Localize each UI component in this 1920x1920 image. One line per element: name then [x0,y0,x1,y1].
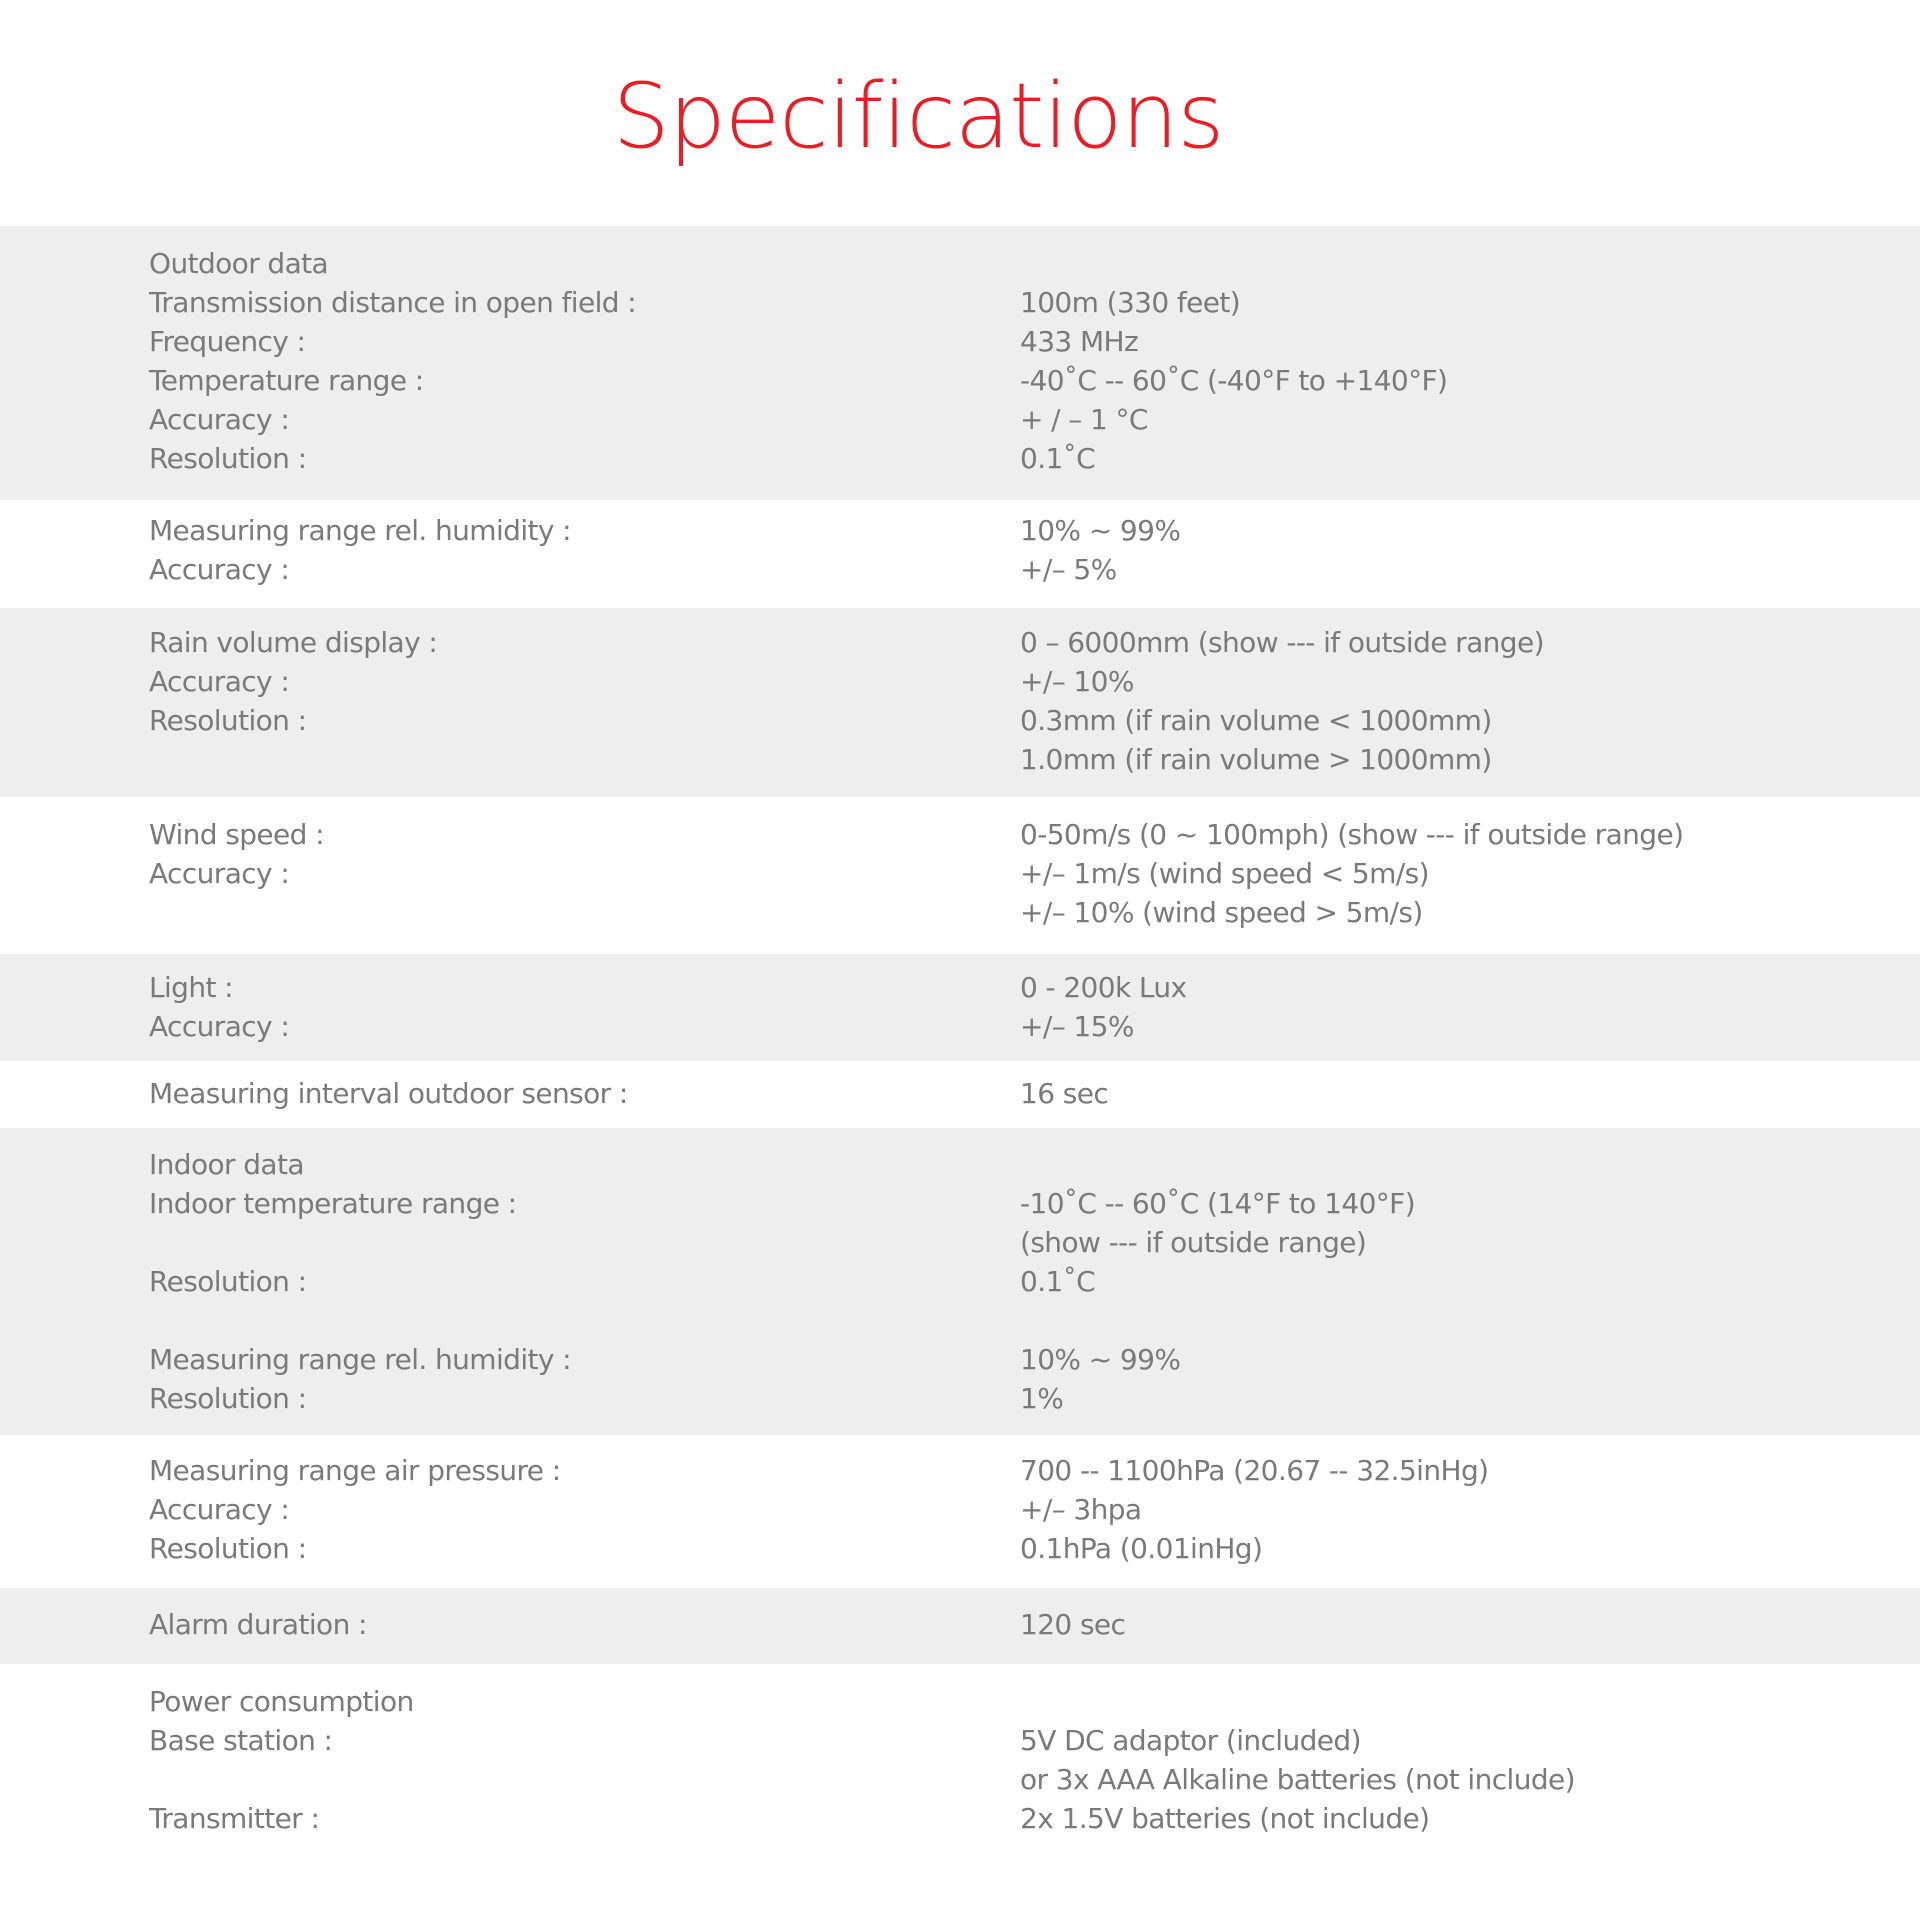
spec-label: Transmission distance in open field : [149,286,637,319]
spec-section [0,1664,1920,1848]
spec-value: +/– 10% (wind speed > 5m/s) [1020,896,1423,929]
spec-section [0,1128,1920,1435]
spec-value: 1% [1020,1382,1064,1415]
spec-row [0,968,1920,1007]
spec-value: 16 sec [1020,1077,1109,1110]
spec-value: +/– 3hpa [1020,1493,1142,1526]
spec-label: Accuracy : [149,403,290,436]
spec-row [0,815,1920,854]
spec-section [0,608,1920,797]
spec-label: Indoor data [149,1148,304,1181]
spec-label: Accuracy : [149,553,290,586]
spec-section [0,954,1920,1061]
spec-row [0,1301,1920,1340]
spec-value: 0-50m/s (0 ~ 100mph) (show --- if outside range) [1020,818,1684,851]
spec-section [0,500,1920,608]
spec-row [0,1760,1920,1799]
spec-label: Indoor temperature range : [149,1187,517,1220]
spec-row [0,1682,1920,1721]
spec-row [0,361,1920,400]
spec-value: or 3x AAA Alkaline batteries (not include) [1020,1763,1575,1796]
spec-section [0,1588,1920,1664]
spec-value: (show --- if outside range) [1020,1226,1367,1259]
spec-value: 433 MHz [1020,325,1139,358]
spec-row [0,740,1920,779]
spec-label: Measuring range air pressure : [149,1454,561,1487]
spec-label: Light : [149,971,234,1004]
spec-label: Accuracy : [149,665,290,698]
spec-row [0,244,1920,283]
spec-section [0,1061,1920,1128]
spec-row [0,1223,1920,1262]
spec-value: +/– 10% [1020,665,1134,698]
spec-value: 0.3mm (if rain volume < 1000mm) [1020,704,1492,737]
spec-row [0,1184,1920,1223]
spec-value: 0.1hPa (0.01inHg) [1020,1532,1263,1565]
spec-row [0,1145,1920,1184]
spec-label: Resolution : [149,704,307,737]
spec-label: Temperature range : [149,364,424,397]
spec-value: +/– 15% [1020,1010,1134,1043]
spec-label: Power consumption [149,1685,414,1718]
spec-value: 10% ~ 99% [1020,514,1181,547]
spec-label: Transmitter : [149,1802,320,1835]
spec-row [0,1721,1920,1760]
spec-label: Wind speed : [149,818,324,851]
spec-row [0,623,1920,662]
spec-label: Resolution : [149,1382,307,1415]
spec-label: Measuring range rel. humidity : [149,1343,571,1376]
spec-label: Resolution : [149,1265,307,1298]
spec-row [0,322,1920,361]
spec-value: 5V DC adaptor (included) [1020,1724,1361,1757]
spec-section [0,1435,1920,1588]
spec-row [0,400,1920,439]
spec-row [0,1799,1920,1838]
spec-value: 0 - 200k Lux [1020,971,1187,1004]
spec-section [0,226,1920,500]
spec-row [0,893,1920,932]
spec-label: Frequency : [149,325,306,358]
spec-row [0,511,1920,550]
spec-row [0,1340,1920,1379]
spec-label: Resolution : [149,1532,307,1565]
spec-row [0,662,1920,701]
spec-row [0,701,1920,740]
spec-value: 0 – 6000mm (show --- if outside range) [1020,626,1544,659]
spec-value: +/– 5% [1020,553,1117,586]
spec-label: Alarm duration : [149,1608,367,1641]
spec-row [0,550,1920,589]
spec-row [0,1262,1920,1301]
spec-label: Accuracy : [149,1493,290,1526]
spec-value: 700 -- 1100hPa (20.67 -- 32.5inHg) [1020,1454,1489,1487]
spec-label: Base station : [149,1724,333,1757]
spec-label: Accuracy : [149,1010,290,1043]
spec-value: -40˚C -- 60˚C (-40°F to +140°F) [1020,364,1448,397]
spec-value: 120 sec [1020,1608,1126,1641]
spec-value: 2x 1.5V batteries (not include) [1020,1802,1430,1835]
page-title: Specifications [612,64,1224,169]
spec-label: Outdoor data [149,247,329,280]
spec-value: 100m (330 feet) [1020,286,1241,319]
spec-value: +/– 1m/s (wind speed < 5m/s) [1020,857,1429,890]
spec-label: Measuring interval outdoor sensor : [149,1077,628,1110]
spec-value: 0.1˚C [1020,1265,1096,1298]
spec-row [0,854,1920,893]
spec-row [0,1529,1920,1568]
spec-row [0,439,1920,478]
spec-row [0,1074,1920,1113]
spec-value: 0.1˚C [1020,442,1096,475]
spec-value: 10% ~ 99% [1020,1343,1181,1376]
spec-section [0,797,1920,954]
spec-table [0,226,1920,1848]
spec-row [0,1379,1920,1418]
spec-value: 1.0mm (if rain volume > 1000mm) [1020,743,1492,776]
spec-row [0,1605,1920,1644]
spec-row [0,1007,1920,1046]
spec-label: Resolution : [149,442,307,475]
spec-row [0,1490,1920,1529]
spec-row [0,1451,1920,1490]
spec-value: -10˚C -- 60˚C (14°F to 140°F) [1020,1187,1416,1220]
spec-row [0,283,1920,322]
spec-label: Accuracy : [149,857,290,890]
spec-value: + / – 1 °C [1020,403,1148,436]
spec-label: Rain volume display : [149,626,438,659]
spec-label: Measuring range rel. humidity : [149,514,571,547]
